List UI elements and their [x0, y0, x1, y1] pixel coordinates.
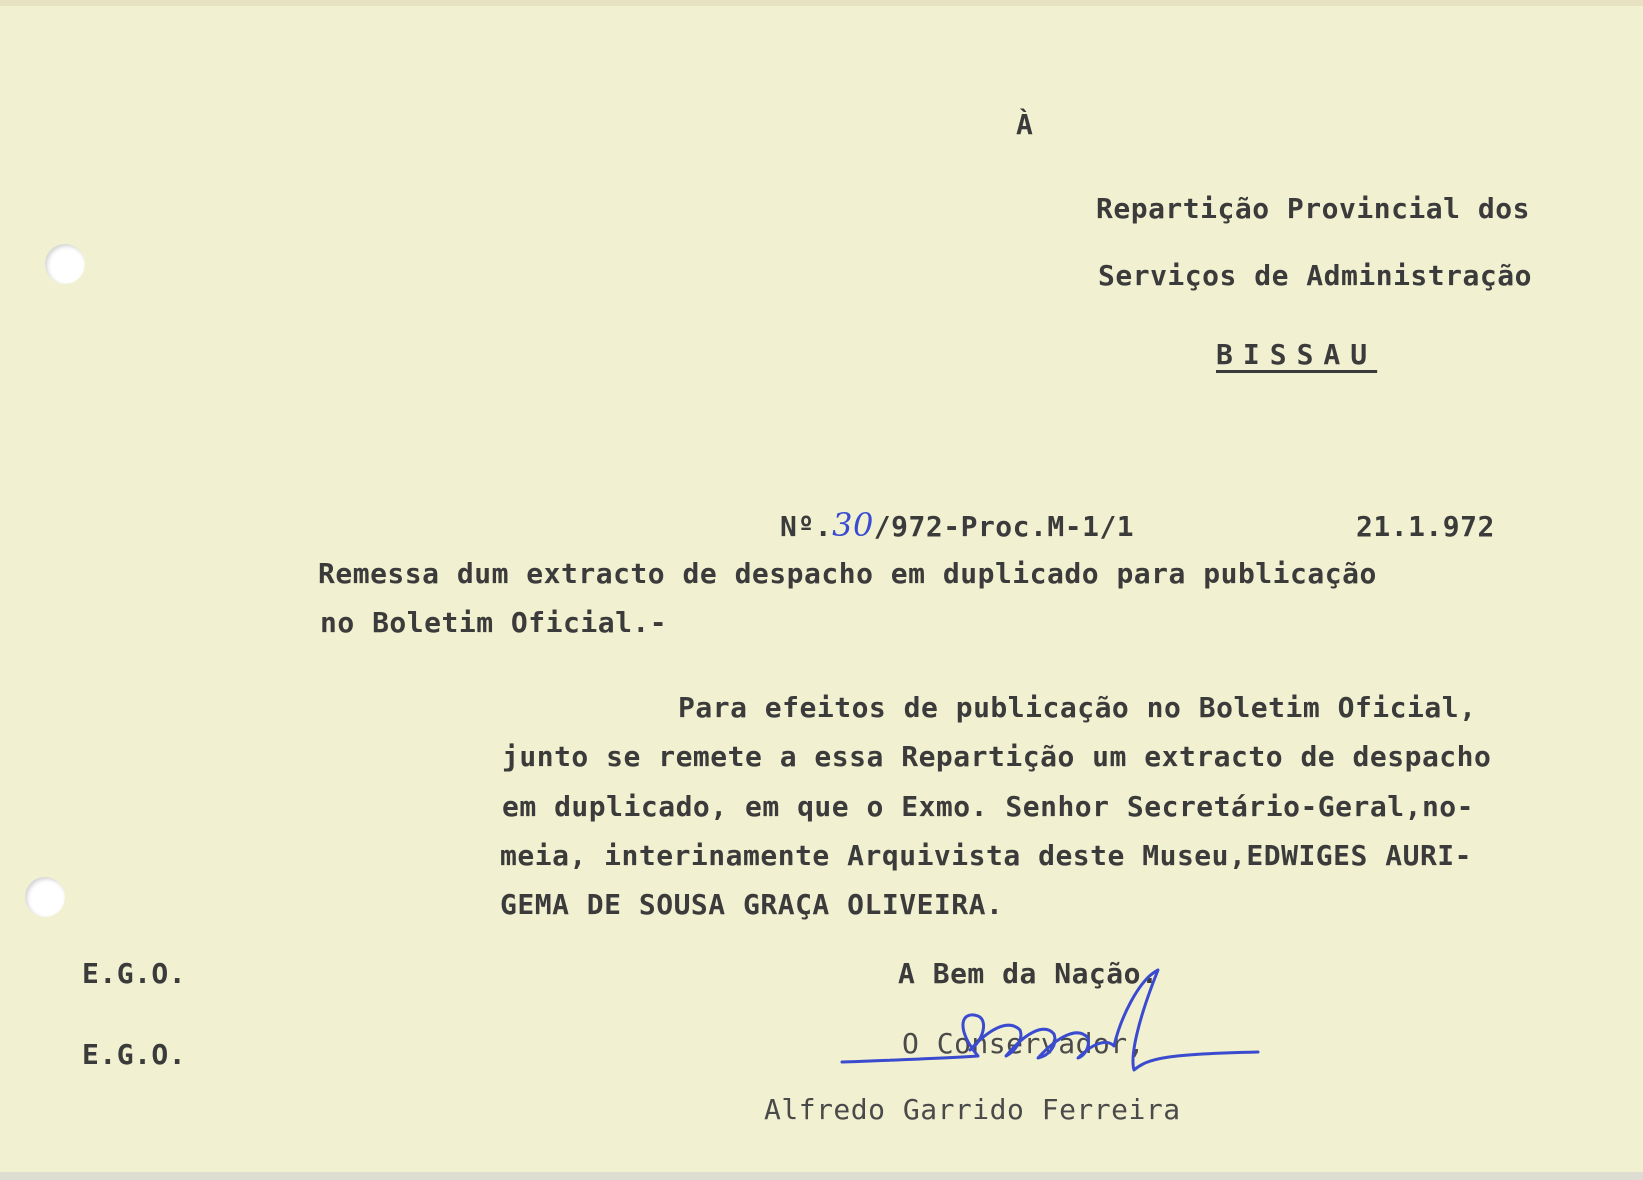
- subject-line-1: Remessa dum extracto de despacho em duplicado para publicação: [318, 557, 1377, 590]
- document-date: 21.1.972: [1356, 510, 1495, 543]
- page-bottom-edge: [0, 1172, 1643, 1180]
- signatory-title: O Conservador,: [902, 1027, 1146, 1060]
- reference-number: [780, 508, 1134, 544]
- body-line-2: junto se remete a essa Repartição um extracto de despacho: [502, 740, 1492, 773]
- signatory-name: Alfredo Garrido Ferreira: [764, 1093, 1181, 1126]
- recipient-line-1: Repartição Provincial dos: [1096, 192, 1530, 225]
- page-top-edge: [0, 0, 1643, 6]
- body-line-5: GEMA DE SOUSA GRAÇA OLIVEIRA.: [500, 888, 1004, 921]
- recipient-city: BISSAU: [1216, 338, 1378, 371]
- reference-suffix: /972-Proc.M-1/1: [873, 510, 1135, 543]
- body-line-3: em duplicado, em que o Exmo. Senhor Secretário-Geral,no-: [502, 790, 1475, 823]
- reference-prefix: Nº.: [780, 510, 833, 543]
- punch-hole-top: [45, 244, 85, 284]
- recipient-line-2: Serviços de Administração: [1098, 259, 1532, 292]
- subject-line-2: no Boletim Oficial.-: [320, 606, 668, 639]
- body-line-4: meia, interinamente Arquivista deste Museu,EDWIGES AURI-: [500, 839, 1473, 872]
- signature-mark: [838, 960, 1278, 1110]
- marginal-ego-2: E.G.O.: [82, 1038, 187, 1071]
- body-line-1: Para efeitos de publicação no Boletim Oficial,: [678, 691, 1477, 724]
- punch-hole-bottom: [25, 877, 65, 917]
- closing-salutation: A Bem da Nação.: [898, 957, 1159, 990]
- reference-handwritten-number: 30: [832, 506, 874, 544]
- marginal-ego-1: E.G.O.: [82, 957, 187, 990]
- recipient-prefix: À: [1016, 108, 1034, 141]
